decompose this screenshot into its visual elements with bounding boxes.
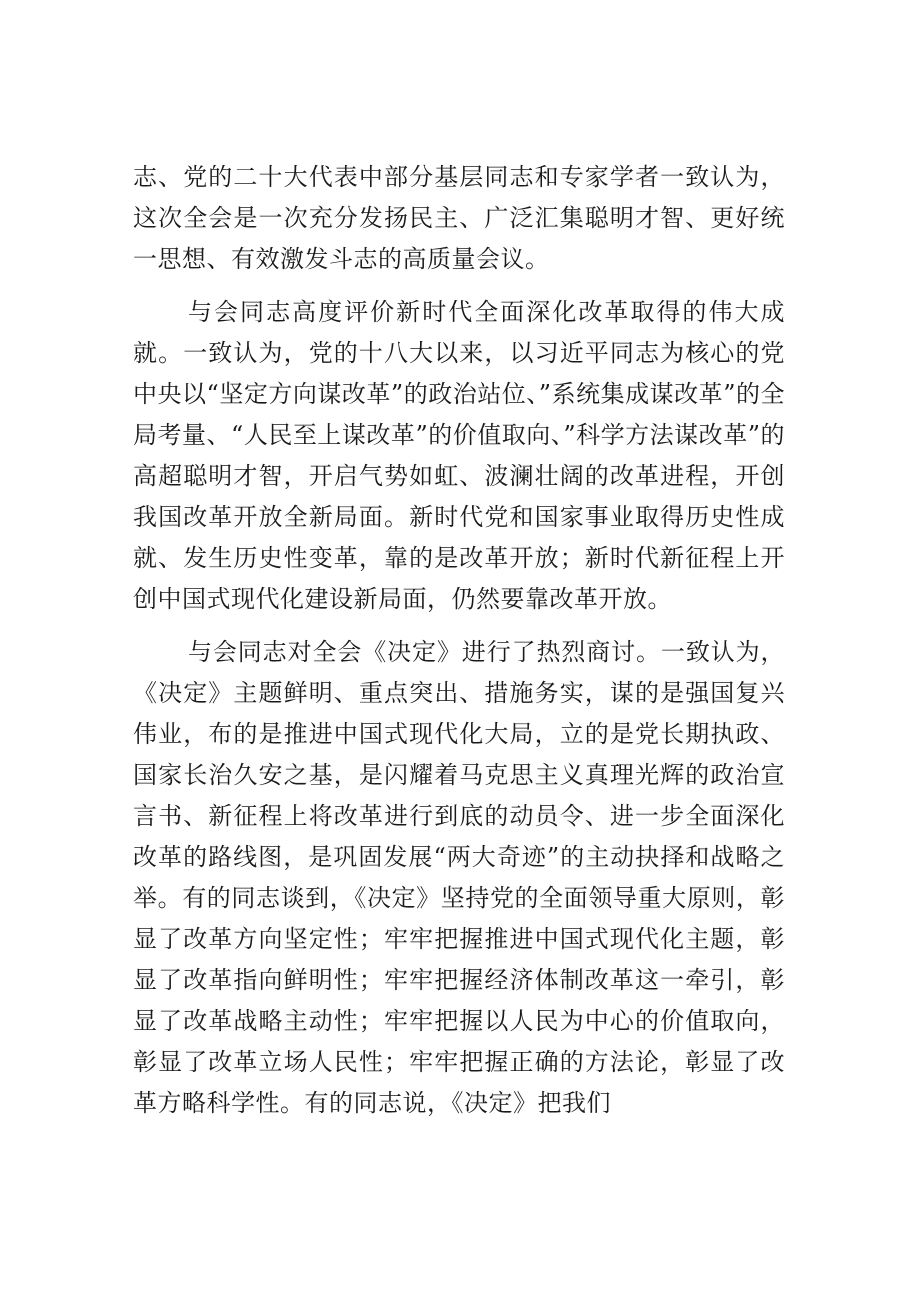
document-body (133, 157, 785, 1136)
paragraph-decision: 与会同志对全会《决定》进行了热烈商讨。一致认为，《决定》主题鲜明、重点突出、措施务实，谋的是强国复兴伟业，布的是推进中国式现代化大局，立的是党长期执政、国家长治久安之基，是闪耀着马克思主义真理光辉的政治宣言书、新征程上将改革进行到底的动员令、进一步全面深化改革的路线图，是巩固发展“两大奇迹”的主动抉择和战略之举。有的同志谈到，《决定》坚持党的全面领导重大原则，彰显了改革方向坚定性；牢牢把握推进中国式现代化主题，彰显了改革指向鲜明性；牢牢把握经济体制改革这一牵引，彰显了改革战略主动性；牢牢把握以人民为中心的价值取向，彰显了改革立场人民性；牢牢把握正确的方法论，彰显了改革方略科学性。有的同志说，《决定》把我们 (133, 638, 785, 1117)
paragraph-continuation: 志、党的二十大代表中部分基层同志和专家学者一致认为，这次全会是一次充分发扬民主、广泛汇集聪明才智、更好统一思想、有效激发斗志的高质量会议。 (133, 163, 785, 273)
paragraph-achievements: 与会同志高度评价新时代全面深化改革取得的伟大成就。一致认为，党的十八大以来，以习近平同志为核心的党中央以“坚定方向谋改革”的政治站位、”系统集成谋改革”的全局考量、“人民至上谋改革”的价值取向、”科学方法谋改革”的高超聪明才智，开启气势如虹、波澜壮阔的改革进程，开创我国改革开放全新局面。新时代党和国家事业取得历史性成就、发生历史性变革，靠的是改革开放；新时代新征程上开创中国式现代化建设新局面，仍然要靠改革开放。 (133, 298, 785, 613)
